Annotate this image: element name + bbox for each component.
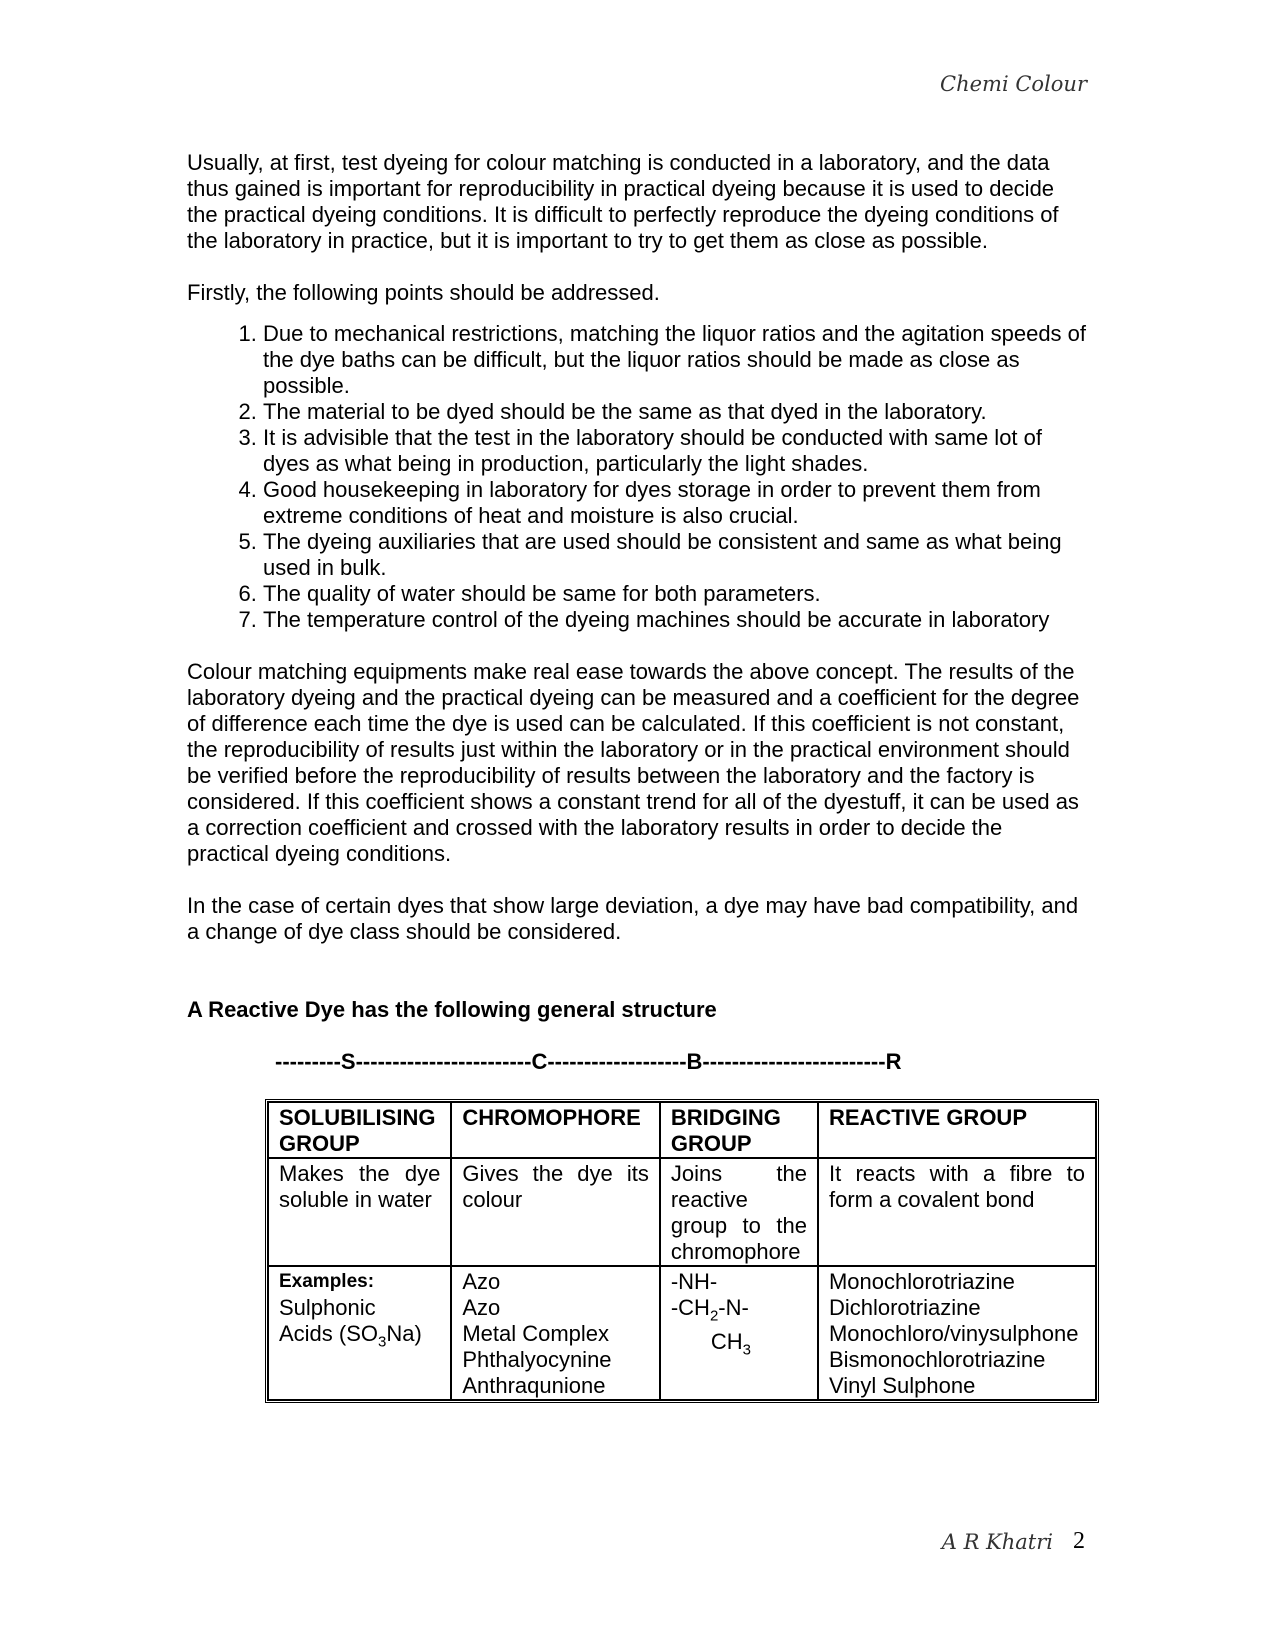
- example-item: Monochlorotriazine: [828, 1269, 1015, 1294]
- header-reactive: REACTIVE GROUP: [818, 1102, 1096, 1158]
- structure-diagram-line: ---------S------------------------C-------------------B-------------------------R: [275, 1049, 902, 1074]
- page-number: 2: [1073, 1528, 1085, 1554]
- examples-solubilising: [268, 1266, 451, 1400]
- example-item: [671, 1295, 807, 1329]
- formula-part: -N-: [718, 1295, 749, 1320]
- example-item: Monochloro/vinysulphone: [828, 1321, 1079, 1346]
- footer-author: A R Khatri: [941, 1530, 1053, 1554]
- example-item: Phthalyocynine: [462, 1347, 612, 1372]
- section-heading: A Reactive Dye has the following general structure: [187, 997, 717, 1022]
- header-bridging: BRIDGING GROUP: [660, 1102, 818, 1158]
- formula-part: Acids (SO: [279, 1321, 379, 1346]
- paragraph-intro: Usually, at first, test dyeing for colour matching is conducted in a laboratory, and the data thus gained is important for reproducibility in practical dyeing because it is used to decide the practical dyeing conditions. It is difficult to perfectly reproduce the dyeing conditions of the laboratory in practice, but it is important to try to get them as close as possible.: [187, 150, 1059, 253]
- table-row: [268, 1158, 1096, 1266]
- paragraph-colour-matching: Colour matching equipments make real ease towards the above concept. The results of the laboratory dyeing and the practical dyeing can be measured and a coefficient for the degree of difference each time the dye is used can be calculated. If this coefficient is not constant, the reproducibility of results just within the laboratory or in the practical environment should be verified before the reproducibility of results between the laboratory and the factory is considered. If this coefficient shows a constant trend for all of the dyestuff, it can be used as a correction coefficient and crossed with the laboratory results in order to decide the practical dyeing conditions.: [187, 659, 1080, 866]
- list-item: 2. The material to be dyed should be the same as that dyed in the laboratory.: [263, 399, 1087, 425]
- header-brand: Chemi Colour: [940, 72, 1087, 96]
- example-item: -NH-: [670, 1269, 718, 1294]
- list-item: 3. It is advisible that the test in the laboratory should be conducted with same lot of dyes as what being in production, particularly the light shades.: [263, 425, 1087, 477]
- formula-subscript: 3: [742, 1341, 751, 1359]
- example-item: [671, 1329, 807, 1363]
- formula-subscript: 2: [709, 1307, 719, 1325]
- list-item: 6. The quality of water should be same for both parameters.: [263, 581, 1087, 607]
- examples-chromophore: [451, 1266, 660, 1400]
- reactive-dye-table: [265, 1099, 1099, 1403]
- points-list: [187, 321, 1087, 633]
- paragraph-deviation: In the case of certain dyes that show large deviation, a dye may have bad compatibility, and a change of dye class should be considered.: [187, 893, 1079, 944]
- example-item: [279, 1321, 440, 1355]
- example-item: Dichlorotriazine: [828, 1295, 981, 1320]
- desc-chromophore: Gives the dye its colour: [451, 1158, 660, 1266]
- formula-part: CH: [710, 1329, 743, 1355]
- example-item: Sulphonic: [279, 1295, 376, 1320]
- example-item: Bismonochlorotriazine: [828, 1347, 1046, 1372]
- table-row: [268, 1266, 1096, 1400]
- example-item: Vinyl Sulphone: [828, 1373, 976, 1398]
- page-content: [187, 150, 1087, 1403]
- example-item: Anthraqunione: [462, 1373, 606, 1398]
- table-row: [268, 1102, 1096, 1158]
- list-item: 7. The temperature control of the dyeing machines should be accurate in laboratory: [263, 607, 1087, 633]
- example-item: Azo: [462, 1295, 501, 1320]
- desc-solubilising: Makes the dye soluble in water: [268, 1158, 451, 1266]
- formula-part: -CH: [670, 1295, 710, 1320]
- desc-reactive: It reacts with a fibre to form a covalent bond: [818, 1158, 1096, 1266]
- examples-reactive: [818, 1266, 1096, 1400]
- examples-bridging: [660, 1266, 818, 1400]
- list-item: 4. Good housekeeping in laboratory for dyes storage in order to prevent them from extreme conditions of heat and moisture is also crucial.: [263, 477, 1087, 529]
- paragraph-points-lead: Firstly, the following points should be addressed.: [187, 280, 660, 305]
- header-chromophore: CHROMOPHORE: [451, 1102, 660, 1158]
- header-solubilising: SOLUBILISING GROUP: [268, 1102, 451, 1158]
- example-item: Metal Complex: [462, 1321, 610, 1346]
- example-item: Azo: [462, 1269, 501, 1294]
- desc-bridging: Joins the reactive group to the chromophore: [660, 1158, 818, 1266]
- formula-part: Na): [386, 1321, 422, 1346]
- formula-subscript: 3: [378, 1333, 387, 1351]
- list-item: 5. The dyeing auxiliaries that are used should be consistent and same as what being used in bulk.: [263, 529, 1087, 581]
- examples-label: Examples:: [279, 1271, 375, 1292]
- list-item: 1. Due to mechanical restrictions, matching the liquor ratios and the agitation speeds of the dye baths can be difficult, but the liquor ratios should be made as close as possible.: [263, 321, 1087, 399]
